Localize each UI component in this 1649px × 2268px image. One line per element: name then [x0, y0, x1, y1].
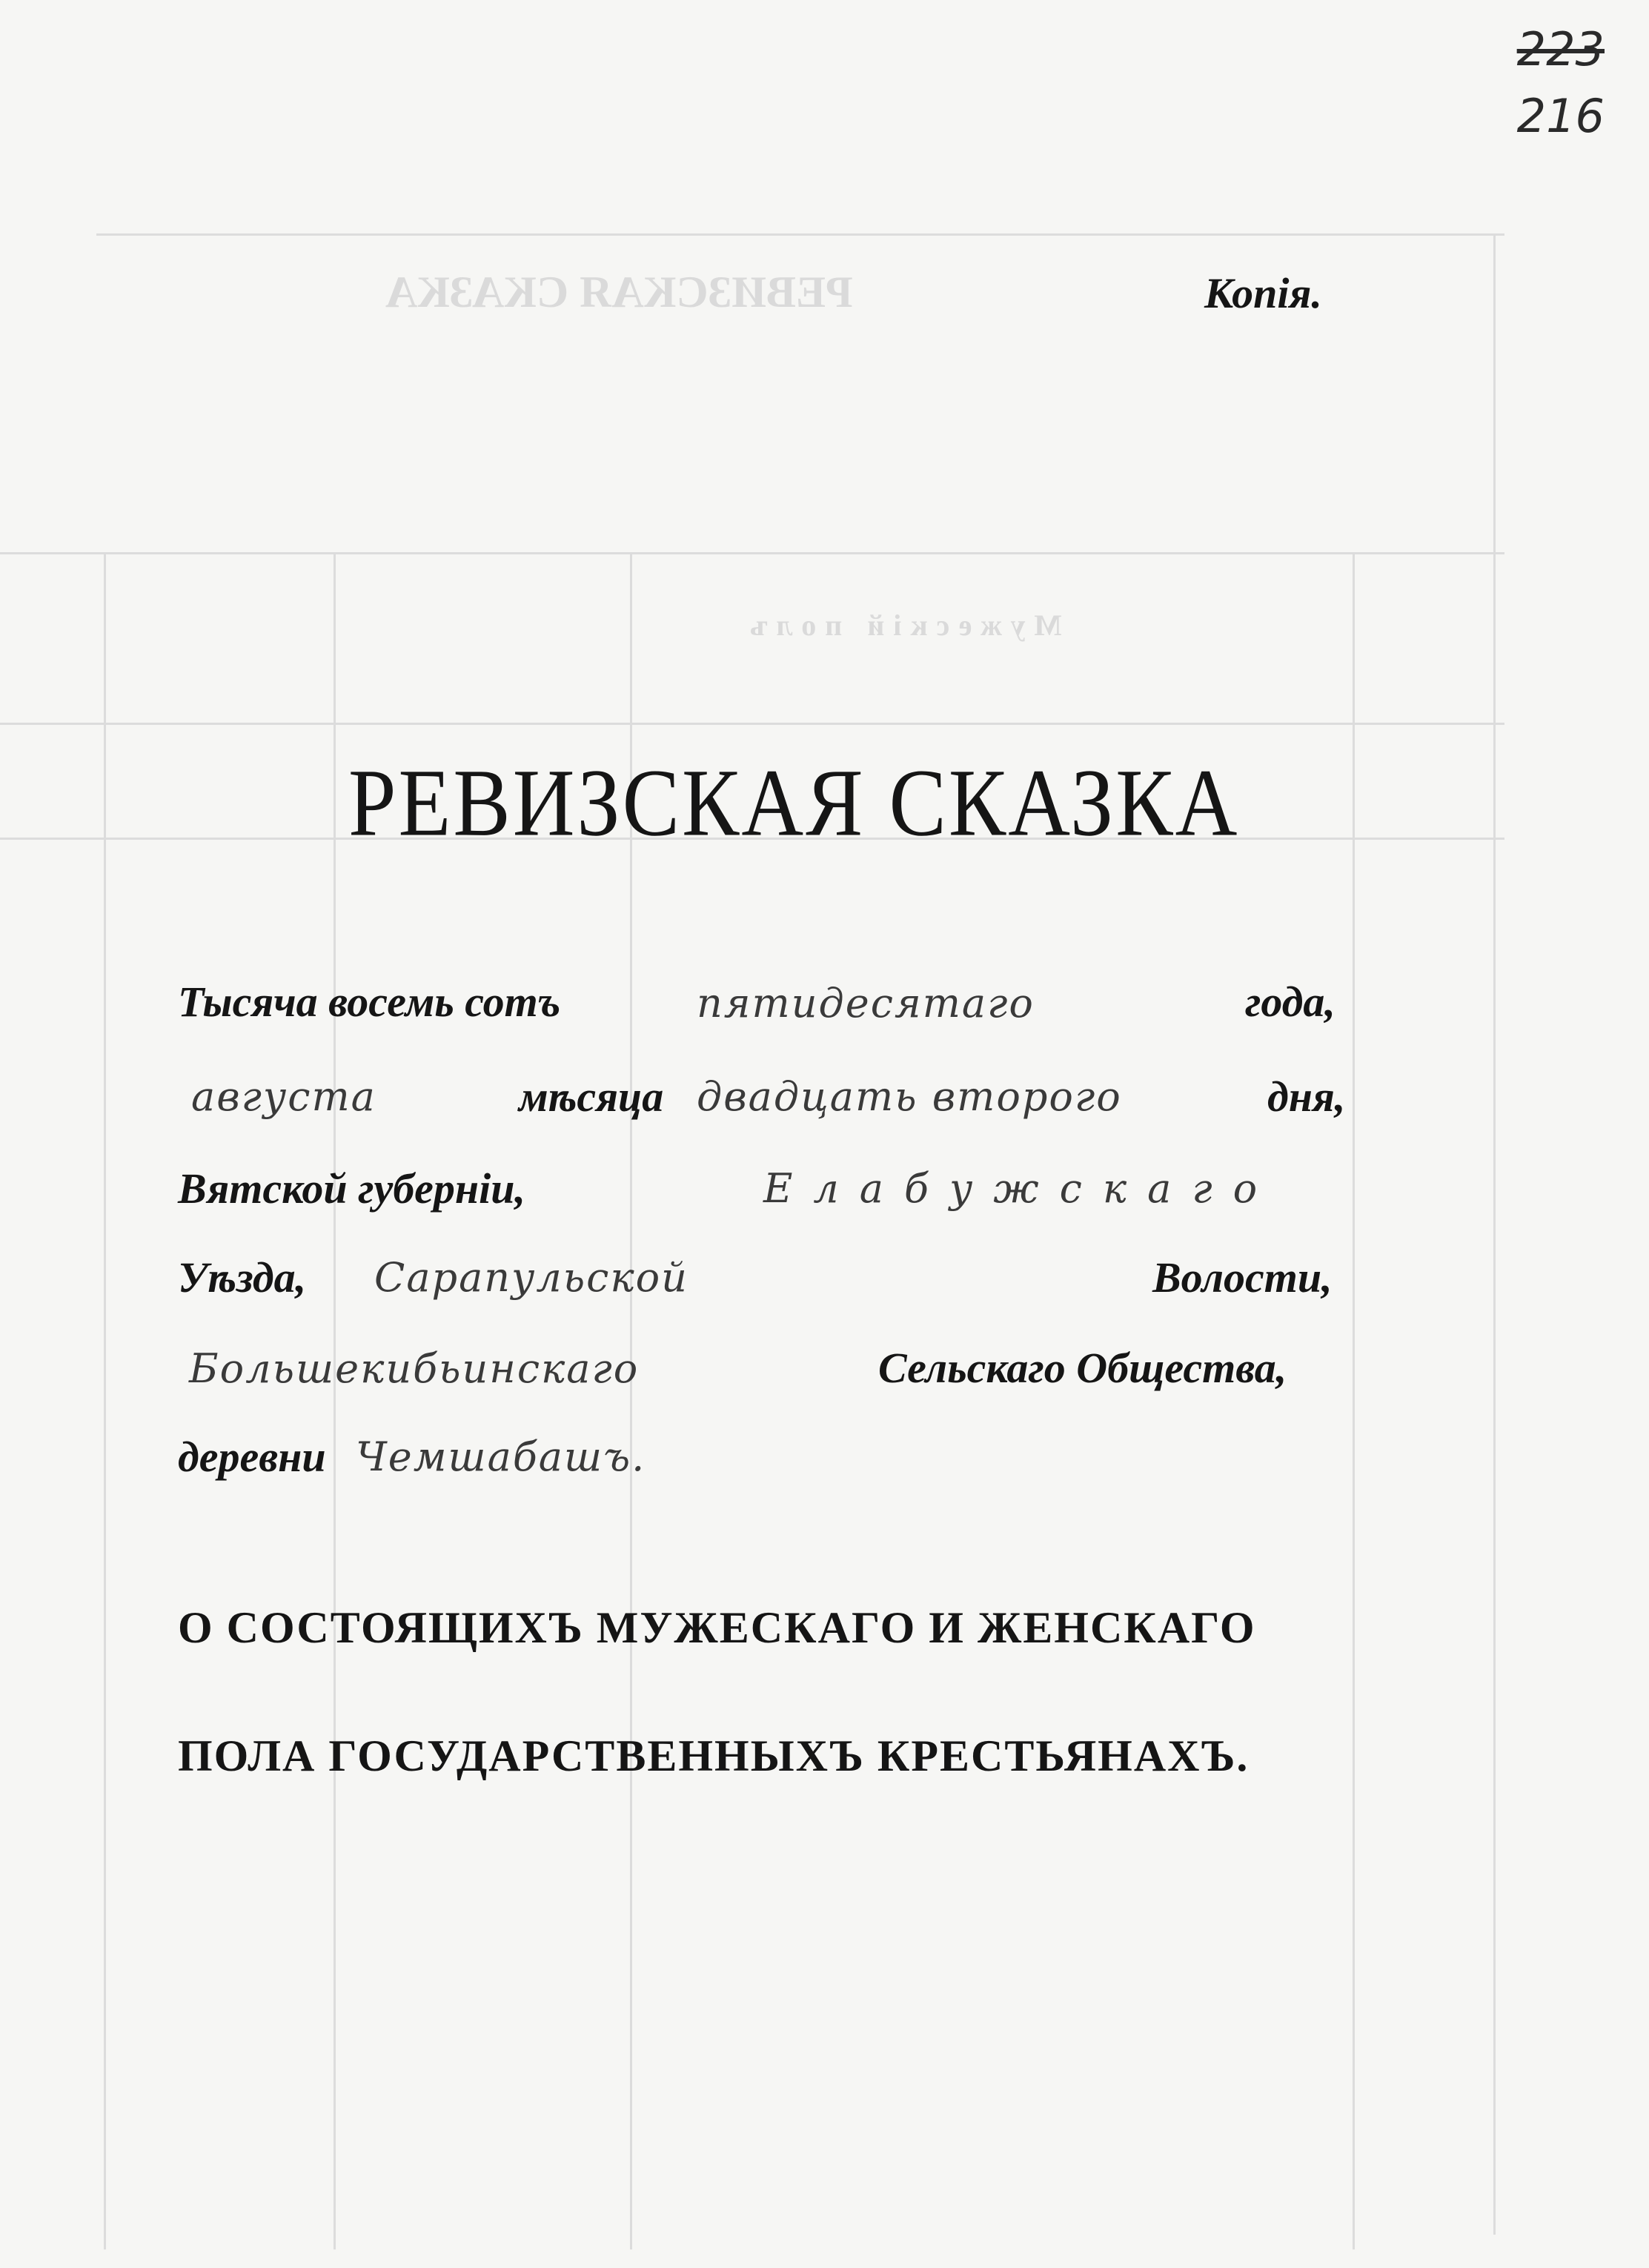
- form-village-value: Чемшабашъ.: [356, 1433, 646, 1480]
- form-village-label: деревни: [178, 1433, 326, 1481]
- form-month-value: августа: [191, 1073, 376, 1120]
- ghost-col-2: [334, 552, 336, 2249]
- ghost-column-heading: Мужескій полъ: [741, 609, 1062, 642]
- form-society-suffix: Сельскаго Общества,: [878, 1344, 1287, 1392]
- form-day-value: двадцать второго: [697, 1073, 1122, 1120]
- document-title: РЕВИЗСКАЯ СКАЗКА: [348, 750, 1240, 857]
- ghost-col-4: [1353, 552, 1355, 2249]
- form-uezd-label: Уѣзда,: [178, 1253, 307, 1302]
- form-volost-value: Сарапульской: [374, 1254, 689, 1301]
- form-uezd-value: Елабужскаго: [763, 1165, 1278, 1212]
- form-year-suffix: года,: [1245, 978, 1336, 1026]
- subtitle-line-1: О СОСТОЯЩИХЪ МУЖЕСКАГО И ЖЕНСКАГО: [178, 1603, 1256, 1652]
- form-day-suffix: дня,: [1267, 1072, 1346, 1121]
- copy-mark: Копія.: [1204, 269, 1322, 317]
- form-year-value: пятидесятаго: [697, 980, 1035, 1027]
- form-year-label: Тысяча восемь сотъ: [178, 978, 561, 1026]
- archive-number-top: 223: [1516, 22, 1605, 76]
- form-month-label: мѣсяца: [519, 1072, 664, 1121]
- ghost-frame-top: [96, 233, 1504, 236]
- ghost-heading: РЕВИЗСКАЯ СКАЗКА: [385, 268, 853, 316]
- ghost-col-1: [104, 552, 106, 2249]
- ghost-row-1: [0, 552, 1504, 554]
- form-province-label: Вятской губерніи,: [178, 1164, 525, 1213]
- subtitle-line-2: ПОЛА ГОСУДАРСТВЕННЫХЪ КРЕСТЬЯНАХЪ.: [178, 1731, 1250, 1780]
- form-society-value: Большекибьинскаго: [189, 1345, 640, 1392]
- ghost-frame-right: [1493, 233, 1496, 2235]
- archive-number-bottom: 216: [1516, 89, 1605, 143]
- form-volost-suffix: Волости,: [1152, 1253, 1333, 1302]
- ghost-row-2: [0, 723, 1504, 725]
